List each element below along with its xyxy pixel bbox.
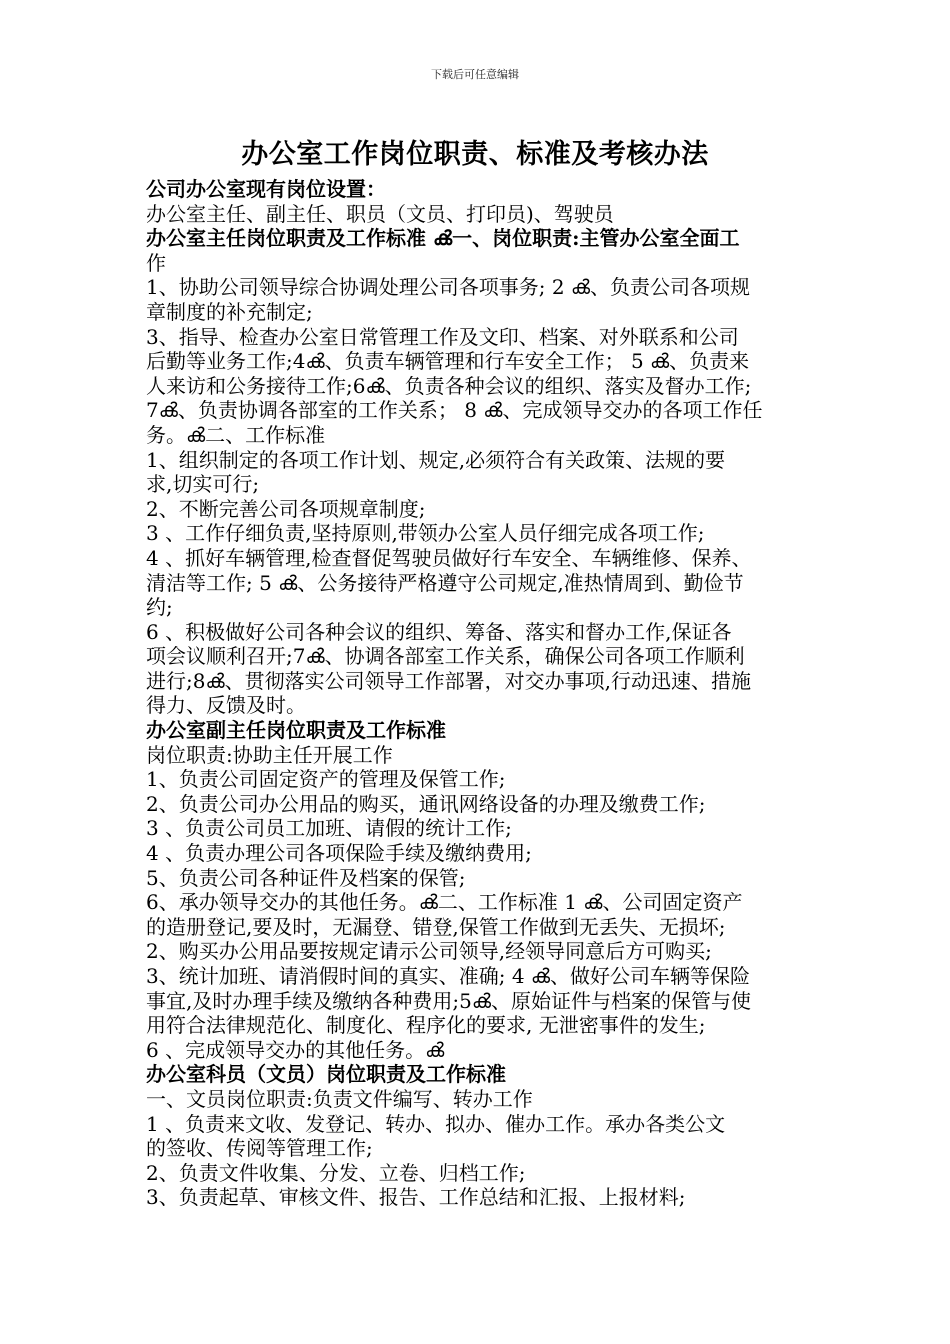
document-title: 办公室工作岗位职责、标准及考核办法 — [241, 139, 709, 170]
body-text-line: 6 、完成领导交办的其他任务。ൿ — [146, 1037, 445, 1062]
body-text-line: 2、负责公司办公用品的购买，通讯网络设备的办理及缴费工作; — [146, 791, 706, 816]
page-header-note: 下载后可任意编辑 — [431, 68, 519, 81]
body-text-line: 1、负责公司固定资产的管理及保管工作; — [146, 767, 506, 792]
section-heading: 办公室主任岗位职责及工作标准 ൿ一、岗位职责:主管办公室全面工 — [146, 226, 740, 251]
body-text-line: 求,切实可行; — [146, 472, 260, 497]
body-text-line: 务。ൿ二、工作标准 — [146, 422, 326, 447]
body-text-line: 2、购买办公用品要按规定请示公司领导,经领导同意后方可购买; — [146, 939, 712, 964]
body-text-line: 得力、反馈及时。 — [146, 693, 306, 718]
body-text-line: 作 — [146, 250, 166, 275]
body-text-line: 章制度的补充制定; — [146, 299, 313, 324]
body-text-line: 3 、工作仔细负责,坚持原则,带领办公室人员仔细完成各项工作; — [146, 521, 705, 546]
body-text-line: 岗位职责:协助主任开展工作 — [146, 742, 393, 767]
body-text-line: 2、负责文件收集、分发、立卷、归档工作; — [146, 1160, 526, 1185]
section-heading: 公司办公室现有岗位设置： — [146, 177, 386, 201]
section-heading: 办公室副主任岗位职责及工作标准 — [146, 718, 446, 743]
body-text-line: 人来访和公务接待工作;6ൿ、负责各种会议的组织、落实及督办工作; — [146, 373, 752, 398]
body-text-line: 1 、负责来文收、发登记、转办、拟办、催办工作。承办各类公文 — [146, 1111, 726, 1136]
body-text-line: 约; — [146, 595, 173, 620]
document-body — [146, 177, 814, 1210]
body-text-line: 2、不断完善公司各项规章制度; — [146, 496, 426, 521]
body-text-line: 的造册登记,要及时，无漏登、错登,保管工作做到无丢失、无损坏; — [146, 914, 726, 939]
body-text-line: 3、指导、检查办公室日常管理工作及文印、档案、对外联系和公司 — [146, 324, 739, 349]
body-text-line: 进行;8ൿ、贯彻落实公司领导工作部署，对交办事项,行动迅速、措施 — [146, 668, 751, 693]
body-text-line: 6 、积极做好公司各种会议的组织、筹备、落实和督办工作,保证各 — [146, 619, 732, 644]
body-text-line: 用符合法律规范化、制度化、程序化的要求, 无泄密事件的发生; — [146, 1013, 706, 1038]
body-text-line: 清洁等工作; 5 ൿ、公务接待严格遵守公司规定,准热情周到、勤俭节 — [146, 570, 744, 595]
body-text-line: 5、负责公司各种证件及档案的保管; — [146, 865, 466, 890]
body-text-line: 事宜,及时办理手续及缴纳各种费用;5ൿ、原始证件与档案的保管与使 — [146, 988, 751, 1013]
body-text-line: 1、协助公司领导综合协调处理公司各项事务; 2 ൿ、负责公司各项规 — [146, 275, 751, 300]
body-text-line: 7ൿ、负责协调各部室的工作关系； 8 ൿ、完成领导交办的各项工作任 — [146, 398, 763, 423]
body-text-line: 1、组织制定的各项工作计划、规定,必须符合有关政策、法规的要 — [146, 447, 726, 472]
section-heading: 办公室科员（文员）岗位职责及工作标准 — [146, 1062, 506, 1087]
body-text-line: 4 、抓好车辆管理,检查督促驾驶员做好行车安全、车辆维修、保养、 — [146, 545, 752, 570]
body-text-line: 办公室主任、副主任、职员（文员、打印员)、驾驶员 — [146, 201, 614, 226]
body-text-line: 一、文员岗位职责:负责文件编写、转办工作 — [146, 1086, 533, 1111]
body-text-line: 3、统计加班、请消假时间的真实、准确; 4 ൿ、做好公司车辆等保险 — [146, 964, 751, 988]
body-text-line: 的签收、传阅等管理工作; — [146, 1136, 373, 1161]
body-text-line: 6、承办领导交办的其他任务。ൿ二、工作标准 1 ൿ、公司固定资产 — [146, 890, 743, 915]
body-text-line: 3、负责起草、审核文件、报告、工作总结和汇报、上报材料; — [146, 1185, 686, 1210]
body-text-line: 项会议顺利召开;7ൿ、协调各部室工作关系，确保公司各项工作顺利 — [146, 644, 745, 669]
body-text-line: 后勤等业务工作;4ൿ、负责车辆管理和行车安全工作； 5 ൿ、负责来 — [146, 349, 750, 374]
body-text-line: 3 、负责公司员工加班、请假的统计工作; — [146, 816, 512, 841]
body-text-line: 4 、负责办理公司各项保险手续及缴纳费用; — [146, 841, 532, 866]
